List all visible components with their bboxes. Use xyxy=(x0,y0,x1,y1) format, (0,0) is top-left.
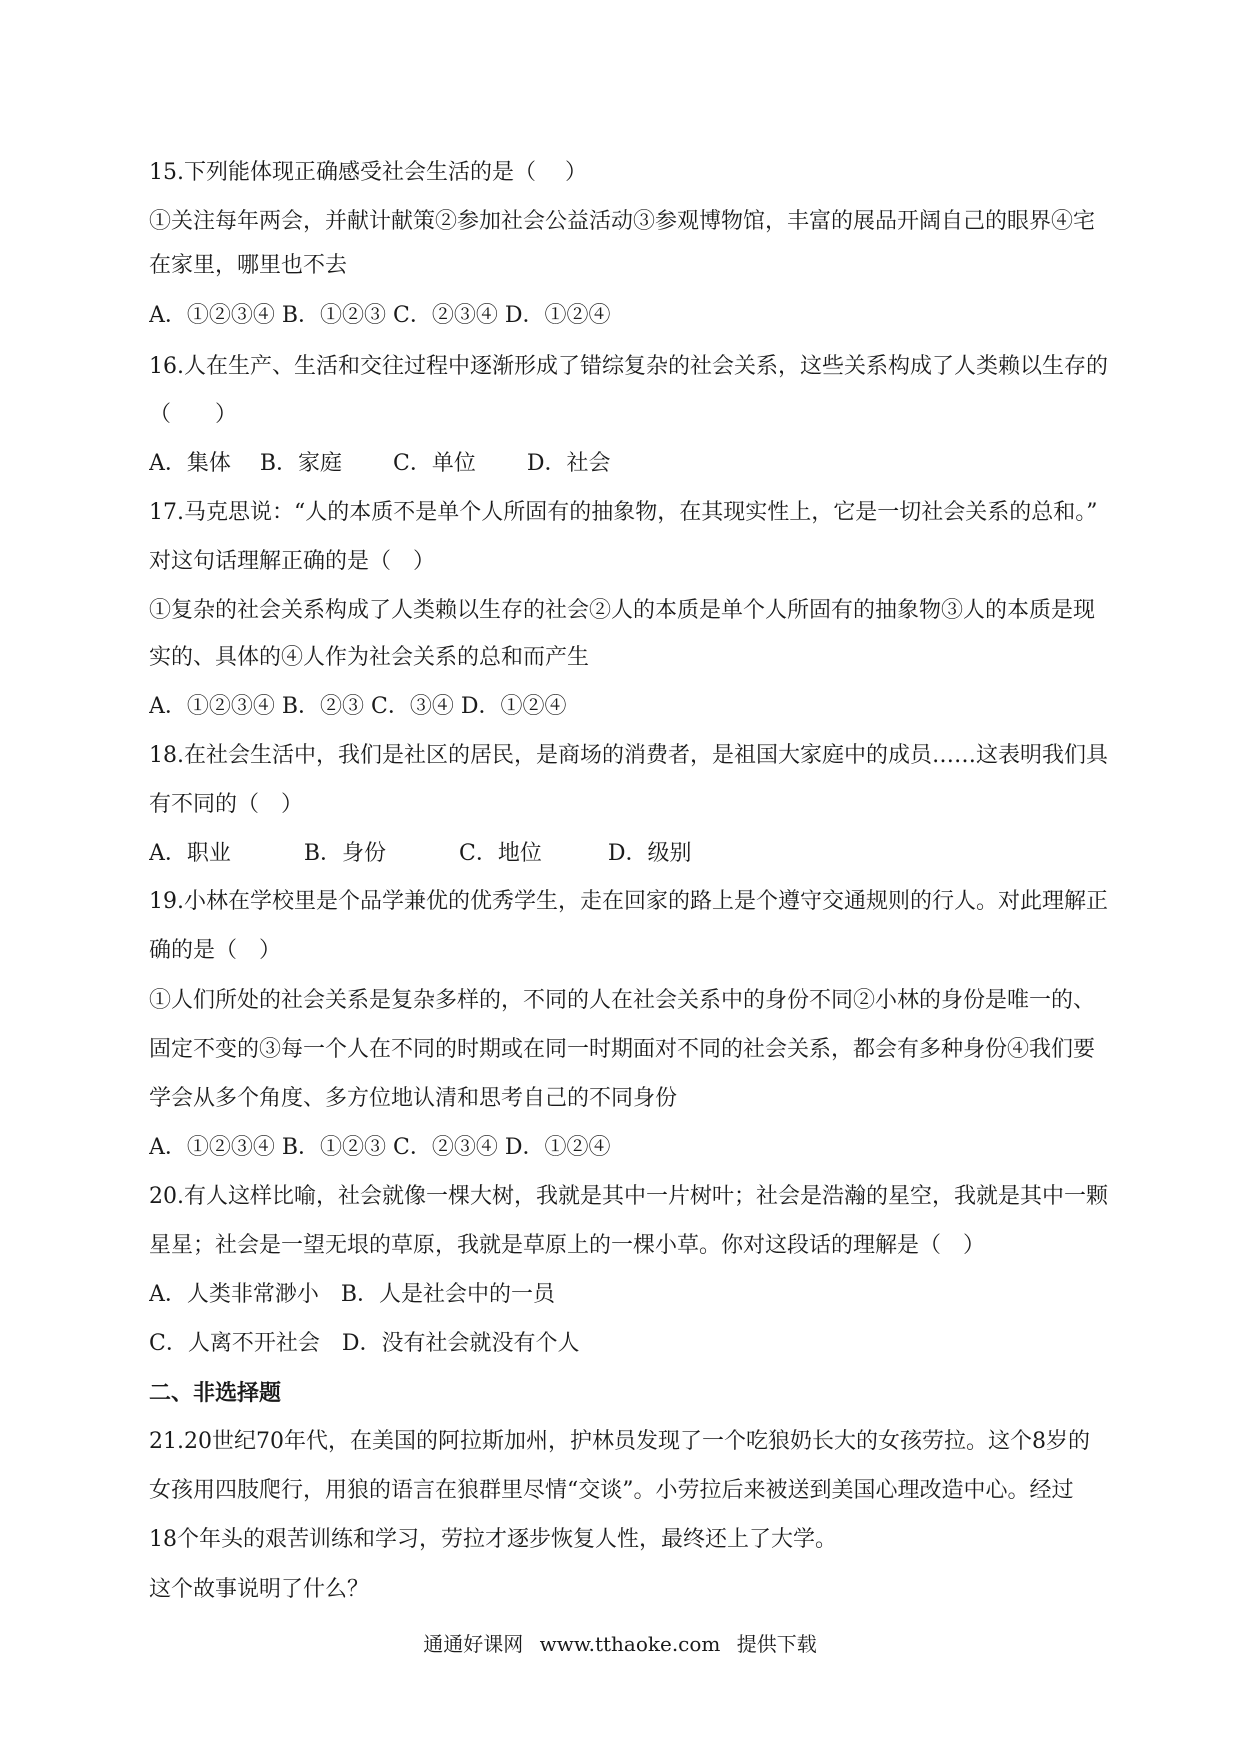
question-20-options-line-2: C．人离不开社会 D．没有社会就没有个人 xyxy=(149,1331,580,1356)
question-16-options: A．集体 B．家庭 C．单位 D．社会 xyxy=(149,451,611,476)
footer-site-name: 通通好课网 xyxy=(423,1632,524,1656)
question-19-statements-line-1: ①人们所处的社会关系是复杂多样的，不同的人在社会关系中的身份不同②小林的身份是唯一的、 xyxy=(149,988,1096,1013)
question-19-statements-line-2: 固定不变的③每一个人在不同的时期或在同一时期面对不同的社会关系，都会有多种身份④我们要 xyxy=(149,1037,1096,1062)
question-19-options: A．①②③④ B．①②③ C．②③④ D．①②④ xyxy=(149,1135,611,1160)
question-17-statements-line-2: 实的、具体的④人作为社会关系的总和而产生 xyxy=(149,645,590,670)
question-17-statements-line-1: ①复杂的社会关系构成了人类赖以生存的社会②人的本质是单个人所固有的抽象物③人的本质是现 xyxy=(149,598,1096,623)
question-15-options: A．①②③④ B．①②③ C．②③④ D．①②④ xyxy=(149,303,611,328)
section-heading-non-choice: 二、非选择题 xyxy=(149,1380,282,1406)
question-18-stem-line-2: 有不同的（ ） xyxy=(149,792,304,817)
question-19-stem-line-1: 19.小林在学校里是个品学兼优的优秀学生，走在回家的路上是个遵守交通规则的行人。对此理解正 xyxy=(149,889,1108,914)
question-15-stem: 15.下列能体现正确感受社会生活的是（ ） xyxy=(149,160,587,185)
question-16-stem-line-2: （ ） xyxy=(149,402,238,427)
question-20-stem-line-2: 星星；社会是一望无垠的草原，我就是草原上的一棵小草。你对这段话的理解是（ ） xyxy=(149,1233,986,1258)
footer-url-link[interactable]: www.tthaoke.com xyxy=(539,1632,721,1656)
question-19-stem-line-2: 确的是（ ） xyxy=(149,938,282,963)
question-21-passage-line-3: 18个年头的艰苦训练和学习，劳拉才逐步恢复人性，最终还上了大学。 xyxy=(149,1527,837,1552)
question-17-stem-line-1: 17.马克思说：“人的本质不是单个人所固有的抽象物，在其现实性上，它是一切社会关系的总和。” xyxy=(149,500,1098,525)
question-17-options: A．①②③④ B．②③ C．③④ D．①②④ xyxy=(149,694,567,719)
question-21-prompt: 这个故事说明了什么？ xyxy=(149,1577,370,1602)
question-15-statements-line-1: ①关注每年两会，并献计献策②参加社会公益活动③参观博物馆，丰富的展品开阔自己的眼界④宅 xyxy=(149,209,1096,234)
question-18-stem-line-1: 18.在社会生活中，我们是社区的居民，是商场的消费者，是祖国大家庭中的成员……这表明我们具 xyxy=(149,743,1108,768)
question-15-statements-line-2: 在家里，哪里也不去 xyxy=(149,253,348,278)
question-21-passage-line-1: 21.20世纪70年代，在美国的阿拉斯加州，护林员发现了一个吃狼奶长大的女孩劳拉。这个8岁的 xyxy=(149,1429,1090,1454)
page-footer xyxy=(0,1630,1240,1658)
question-16-stem-line-1: 16.人在生产、生活和交往过程中逐渐形成了错综复杂的社会关系，这些关系构成了人类赖以生存的 xyxy=(149,354,1108,379)
question-18-options: A．职业 B．身份 C．地位 D．级别 xyxy=(149,841,692,866)
question-20-stem-line-1: 20.有人这样比喻，社会就像一棵大树，我就是其中一片树叶；社会是浩瀚的星空，我就是其中一颗 xyxy=(149,1184,1108,1209)
question-20-options-line-1: A．人类非常渺小 B．人是社会中的一员 xyxy=(149,1282,556,1307)
footer-suffix: 提供下载 xyxy=(736,1632,817,1656)
question-17-stem-line-2: 对这句话理解正确的是（ ） xyxy=(149,549,436,574)
question-21-passage-line-2: 女孩用四肢爬行，用狼的语言在狼群里尽情“交谈”。小劳拉后来被送到美国心理改造中心。经过 xyxy=(149,1478,1074,1503)
question-19-statements-line-3: 学会从多个角度、多方位地认清和思考自己的不同身份 xyxy=(149,1086,678,1111)
